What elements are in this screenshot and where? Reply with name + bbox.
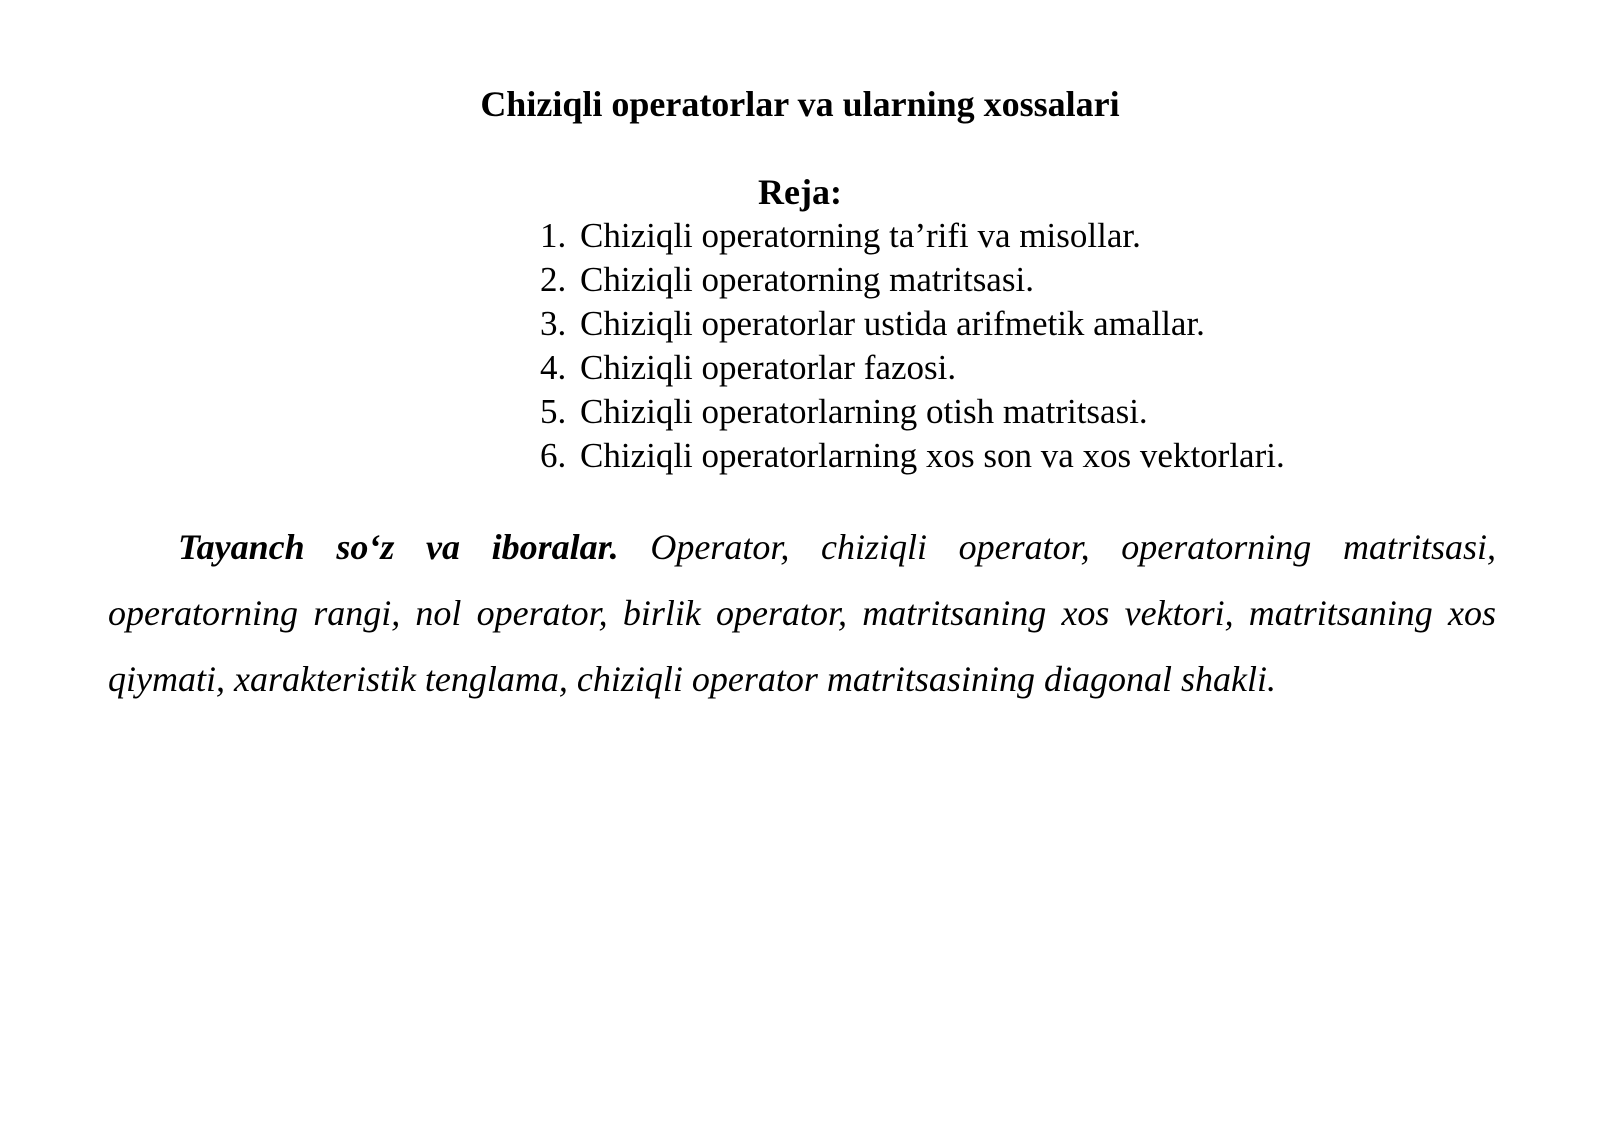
list-item-number: 6. xyxy=(540,436,567,475)
plan-heading: Reja: xyxy=(758,172,842,212)
list-item-text: Chiziqli operatorlar fazosi. xyxy=(580,348,957,387)
keywords-text: Operator, chiziqli operator, operatorning matritsasi, operatorning rangi, nol operator, birlik operator, matritsaning xos vektori, matritsaning xos qiymati, xarakteristik tenglama, chiziqli operator matritsasining diagonal shakli. xyxy=(108,527,1496,699)
list-item-text: Chiziqli operatorlar ustida arifmetik amallar. xyxy=(580,304,1205,343)
list-item-number: 1. xyxy=(540,216,567,255)
keywords-label: Tayanch so‘z va iboralar. xyxy=(178,527,619,567)
list-item-text: Chiziqli operatorlarning otish matritsasi. xyxy=(580,392,1148,431)
list-item xyxy=(540,434,1285,478)
list-item xyxy=(540,390,1285,434)
list-item-text: Chiziqli operatorning ta’rifi va misollar. xyxy=(580,216,1141,255)
page-title: Chiziqli operatorlar va ularning xossalari xyxy=(480,84,1120,124)
list-item-number: 5. xyxy=(540,392,567,431)
list-item-number: 4. xyxy=(540,348,567,387)
list-item xyxy=(540,346,1285,390)
list-item-text: Chiziqli operatorlarning xos son va xos vektorlari. xyxy=(580,436,1285,475)
list-item-text: Chiziqli operatorning matritsasi. xyxy=(580,260,1034,299)
list-item xyxy=(540,258,1285,302)
keywords-paragraph xyxy=(108,514,1496,712)
plan-list xyxy=(540,214,1285,478)
list-item-number: 3. xyxy=(540,304,567,343)
list-item xyxy=(540,302,1285,346)
list-item xyxy=(540,214,1285,258)
list-item-number: 2. xyxy=(540,260,567,299)
